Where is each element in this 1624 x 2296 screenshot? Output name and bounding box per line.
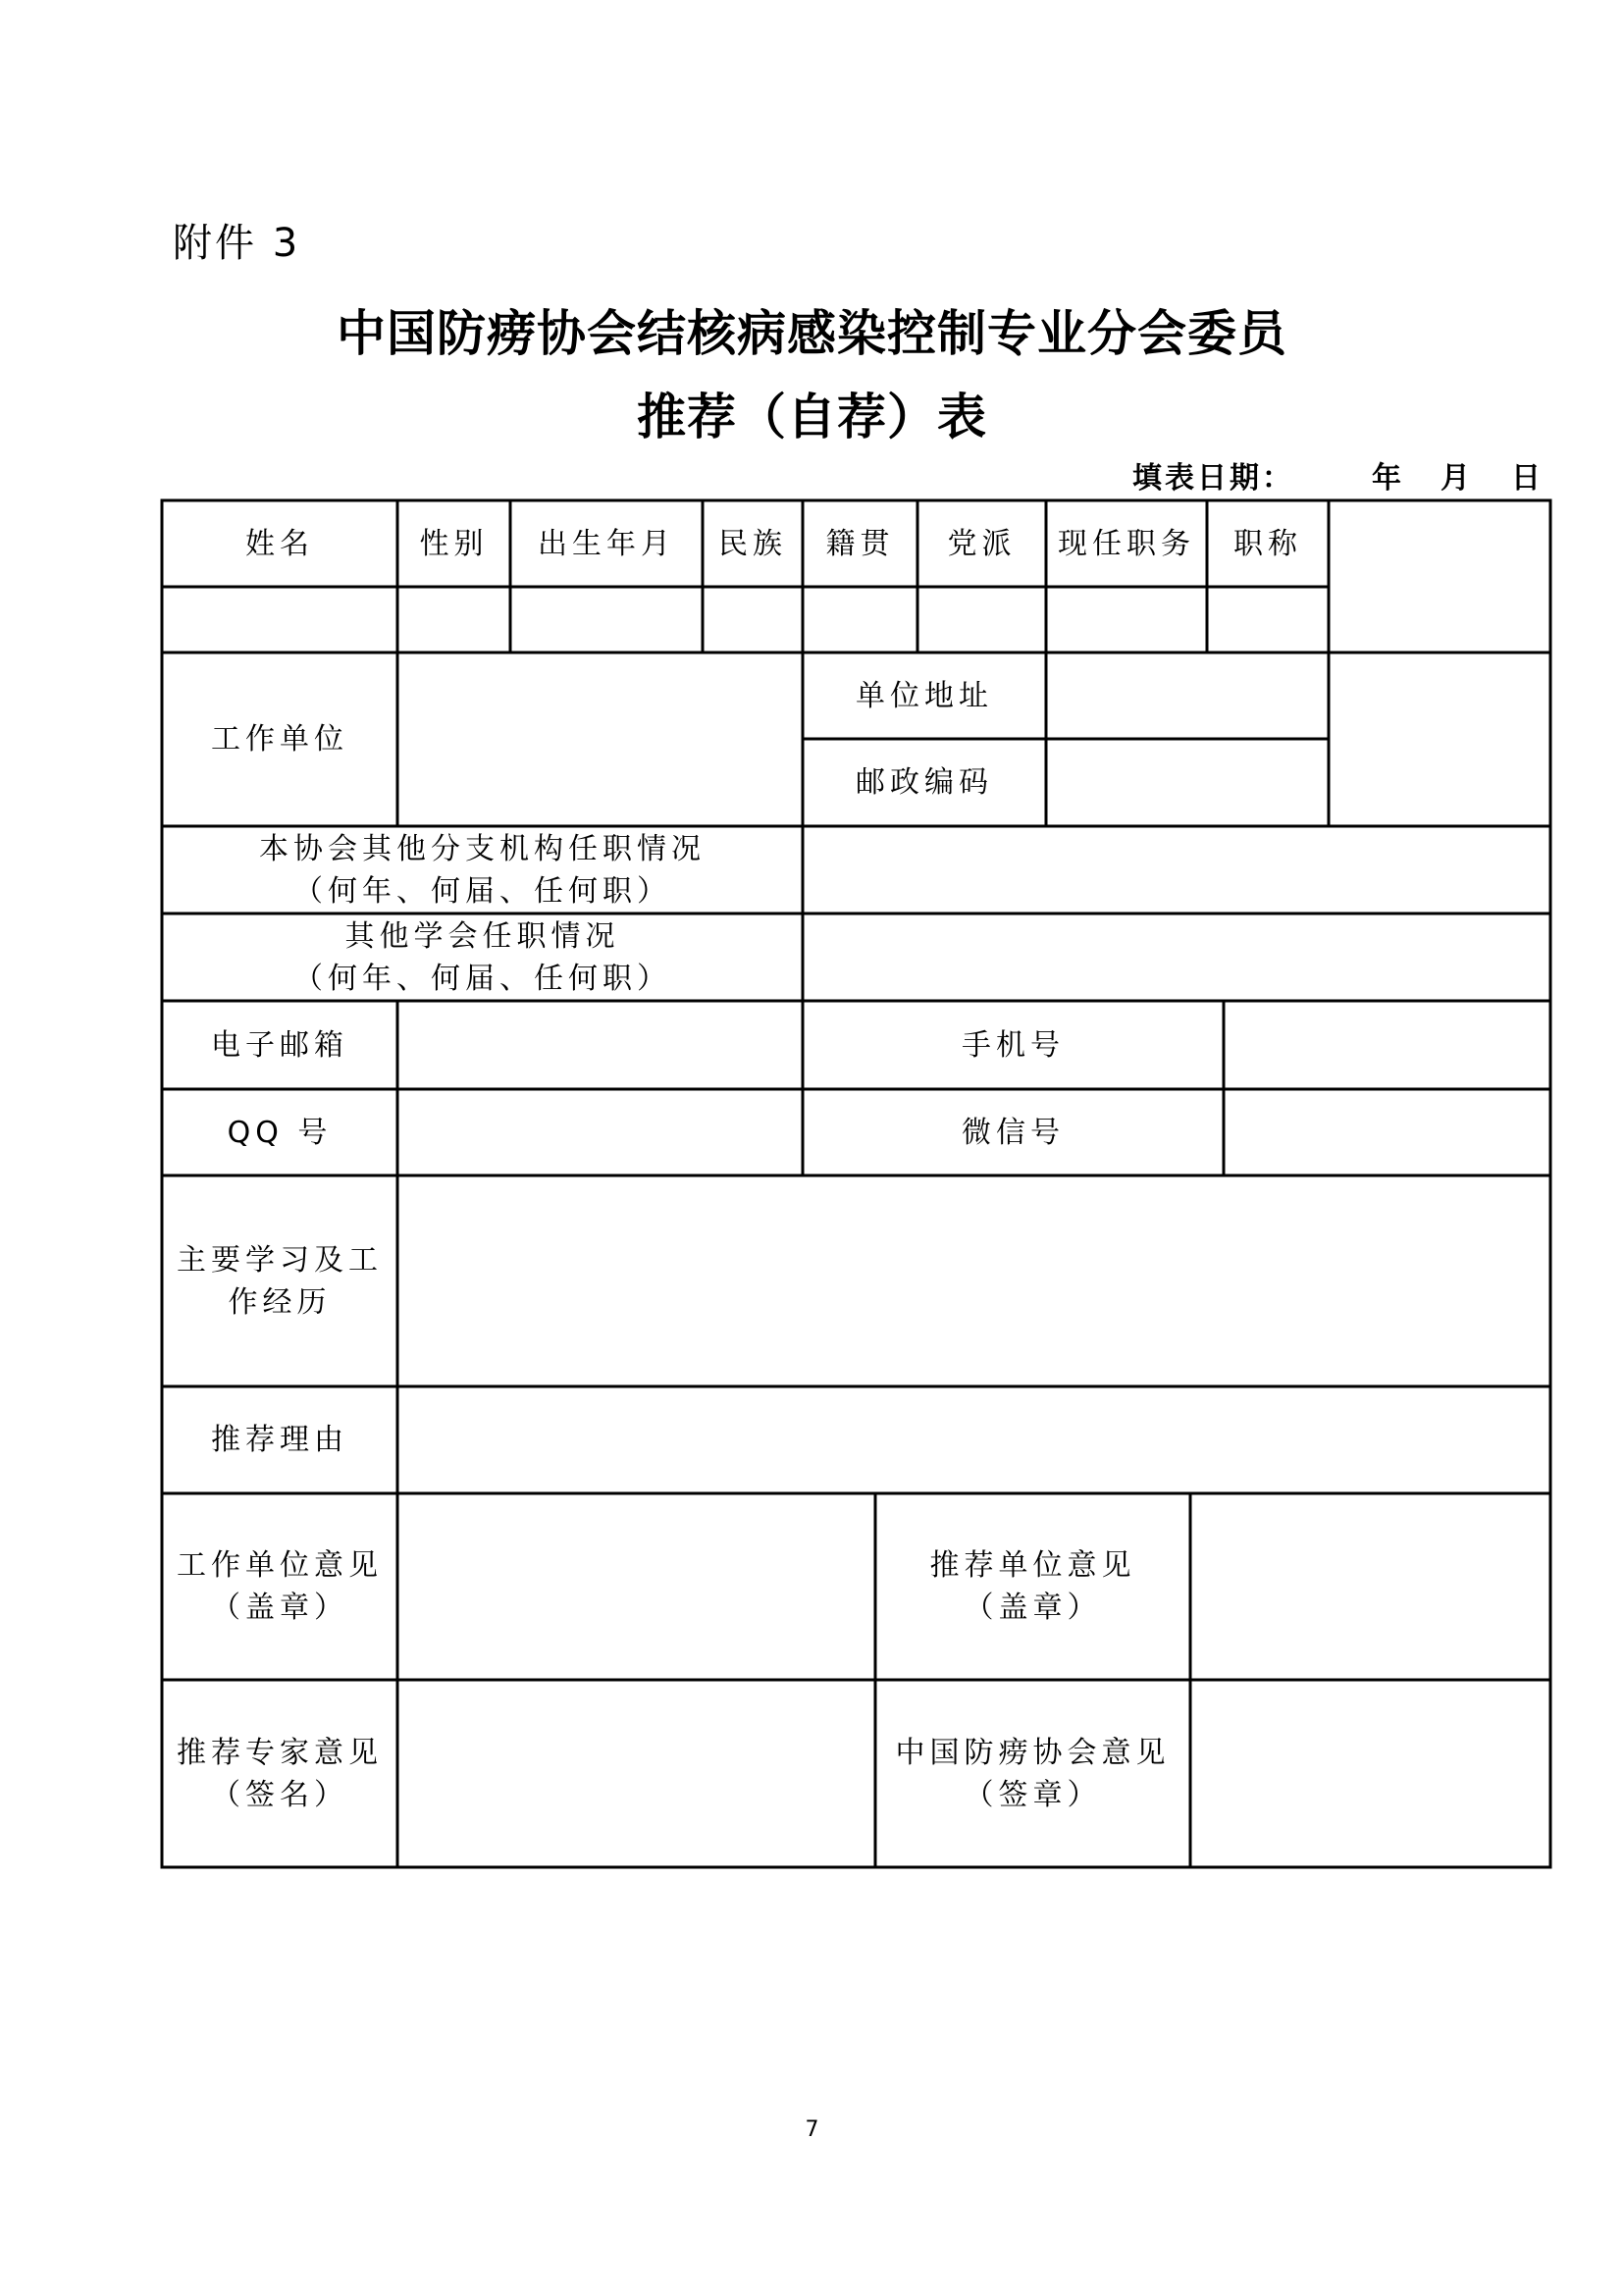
gender-label: 性别 — [419, 526, 489, 561]
assoc-opinion-title: 中国防痨协会意见 — [895, 1735, 1171, 1770]
experience-label — [162, 1175, 397, 1386]
unit-opinion-label — [162, 1493, 397, 1680]
native-place-label: 籍贯 — [825, 526, 895, 561]
postal-code-field[interactable] — [1046, 739, 1329, 826]
date-day-label: 日 — [1511, 461, 1544, 496]
recommender-opinion-title: 推荐单位意见 — [929, 1548, 1136, 1583]
qq-label: QQ 号 — [227, 1115, 333, 1150]
work-unit-label: 工作单位 — [211, 722, 348, 757]
email-label: 电子邮箱 — [211, 1027, 348, 1063]
title-field[interactable] — [1207, 587, 1329, 652]
birth-label: 出生年月 — [538, 526, 675, 561]
party-label: 党派 — [947, 526, 1017, 561]
unit-address-field[interactable] — [1046, 652, 1329, 739]
branch-roles-label — [162, 826, 803, 913]
assoc-opinion-field[interactable] — [1190, 1680, 1550, 1867]
mobile-label: 手机号 — [962, 1027, 1065, 1063]
form-title: 中国防痨协会结核病感染控制专业分会委员 — [337, 304, 1287, 362]
experience-line2: 作经历 — [228, 1284, 332, 1320]
party-field[interactable] — [917, 587, 1046, 652]
date-month-label: 月 — [1441, 461, 1473, 496]
experience-field[interactable] — [397, 1175, 1550, 1386]
ethnicity-field[interactable] — [703, 587, 803, 652]
branch-roles-note: （何年、何届、任何职） — [293, 873, 671, 909]
mobile-field[interactable] — [1224, 1001, 1550, 1089]
branch-roles-title: 本协会其他分支机构任职情况 — [259, 831, 706, 866]
unit-opinion-title: 工作单位意见 — [177, 1548, 383, 1583]
date-label: 填表日期： — [1132, 461, 1294, 496]
expert-opinion-note: （签名） — [211, 1777, 348, 1812]
recommender-opinion-field[interactable] — [1190, 1493, 1550, 1680]
email-field[interactable] — [397, 1001, 803, 1089]
work-unit-field[interactable] — [397, 652, 803, 826]
assoc-opinion-label — [875, 1680, 1190, 1867]
expert-opinion-label — [162, 1680, 397, 1867]
reason-label: 推荐理由 — [211, 1423, 348, 1457]
recommender-opinion-label — [875, 1493, 1190, 1680]
wechat-field[interactable] — [1224, 1089, 1550, 1175]
other-roles-title: 其他学会任职情况 — [344, 918, 620, 954]
attachment-label: 附件 3 — [173, 221, 301, 266]
wechat-label: 微信号 — [962, 1115, 1065, 1150]
other-roles-field[interactable] — [803, 913, 1550, 1001]
ethnicity-label: 民族 — [718, 526, 787, 561]
recommender-opinion-note: （盖章） — [964, 1591, 1102, 1625]
expert-opinion-field[interactable] — [397, 1680, 875, 1867]
page-number: 7 — [805, 2117, 819, 2142]
qq-field[interactable] — [397, 1089, 803, 1175]
name-field[interactable] — [162, 587, 397, 652]
title-label: 职称 — [1233, 526, 1302, 561]
other-roles-label — [162, 913, 803, 1001]
date-year-label: 年 — [1372, 461, 1404, 496]
expert-opinion-title: 推荐专家意见 — [177, 1735, 383, 1770]
postal-code-label: 邮政编码 — [856, 765, 993, 800]
native-place-field[interactable] — [803, 587, 917, 652]
position-field[interactable] — [1046, 587, 1207, 652]
birth-field[interactable] — [510, 587, 703, 652]
unit-address-label: 单位地址 — [856, 678, 993, 713]
name-label: 姓名 — [245, 526, 314, 561]
photo-area[interactable] — [1329, 500, 1550, 826]
unit-opinion-field[interactable] — [397, 1493, 875, 1680]
position-label: 现任职务 — [1058, 526, 1195, 561]
reason-field[interactable] — [397, 1386, 1550, 1493]
form-subtitle: 推荐（自荐）表 — [637, 388, 987, 445]
assoc-opinion-note: （签章） — [964, 1777, 1102, 1812]
experience-line1: 主要学习及工 — [177, 1242, 383, 1278]
branch-roles-field[interactable] — [803, 826, 1550, 913]
other-roles-note: （何年、何届、任何职） — [293, 961, 671, 996]
gender-field[interactable] — [397, 587, 510, 652]
unit-opinion-note: （盖章） — [211, 1591, 348, 1625]
